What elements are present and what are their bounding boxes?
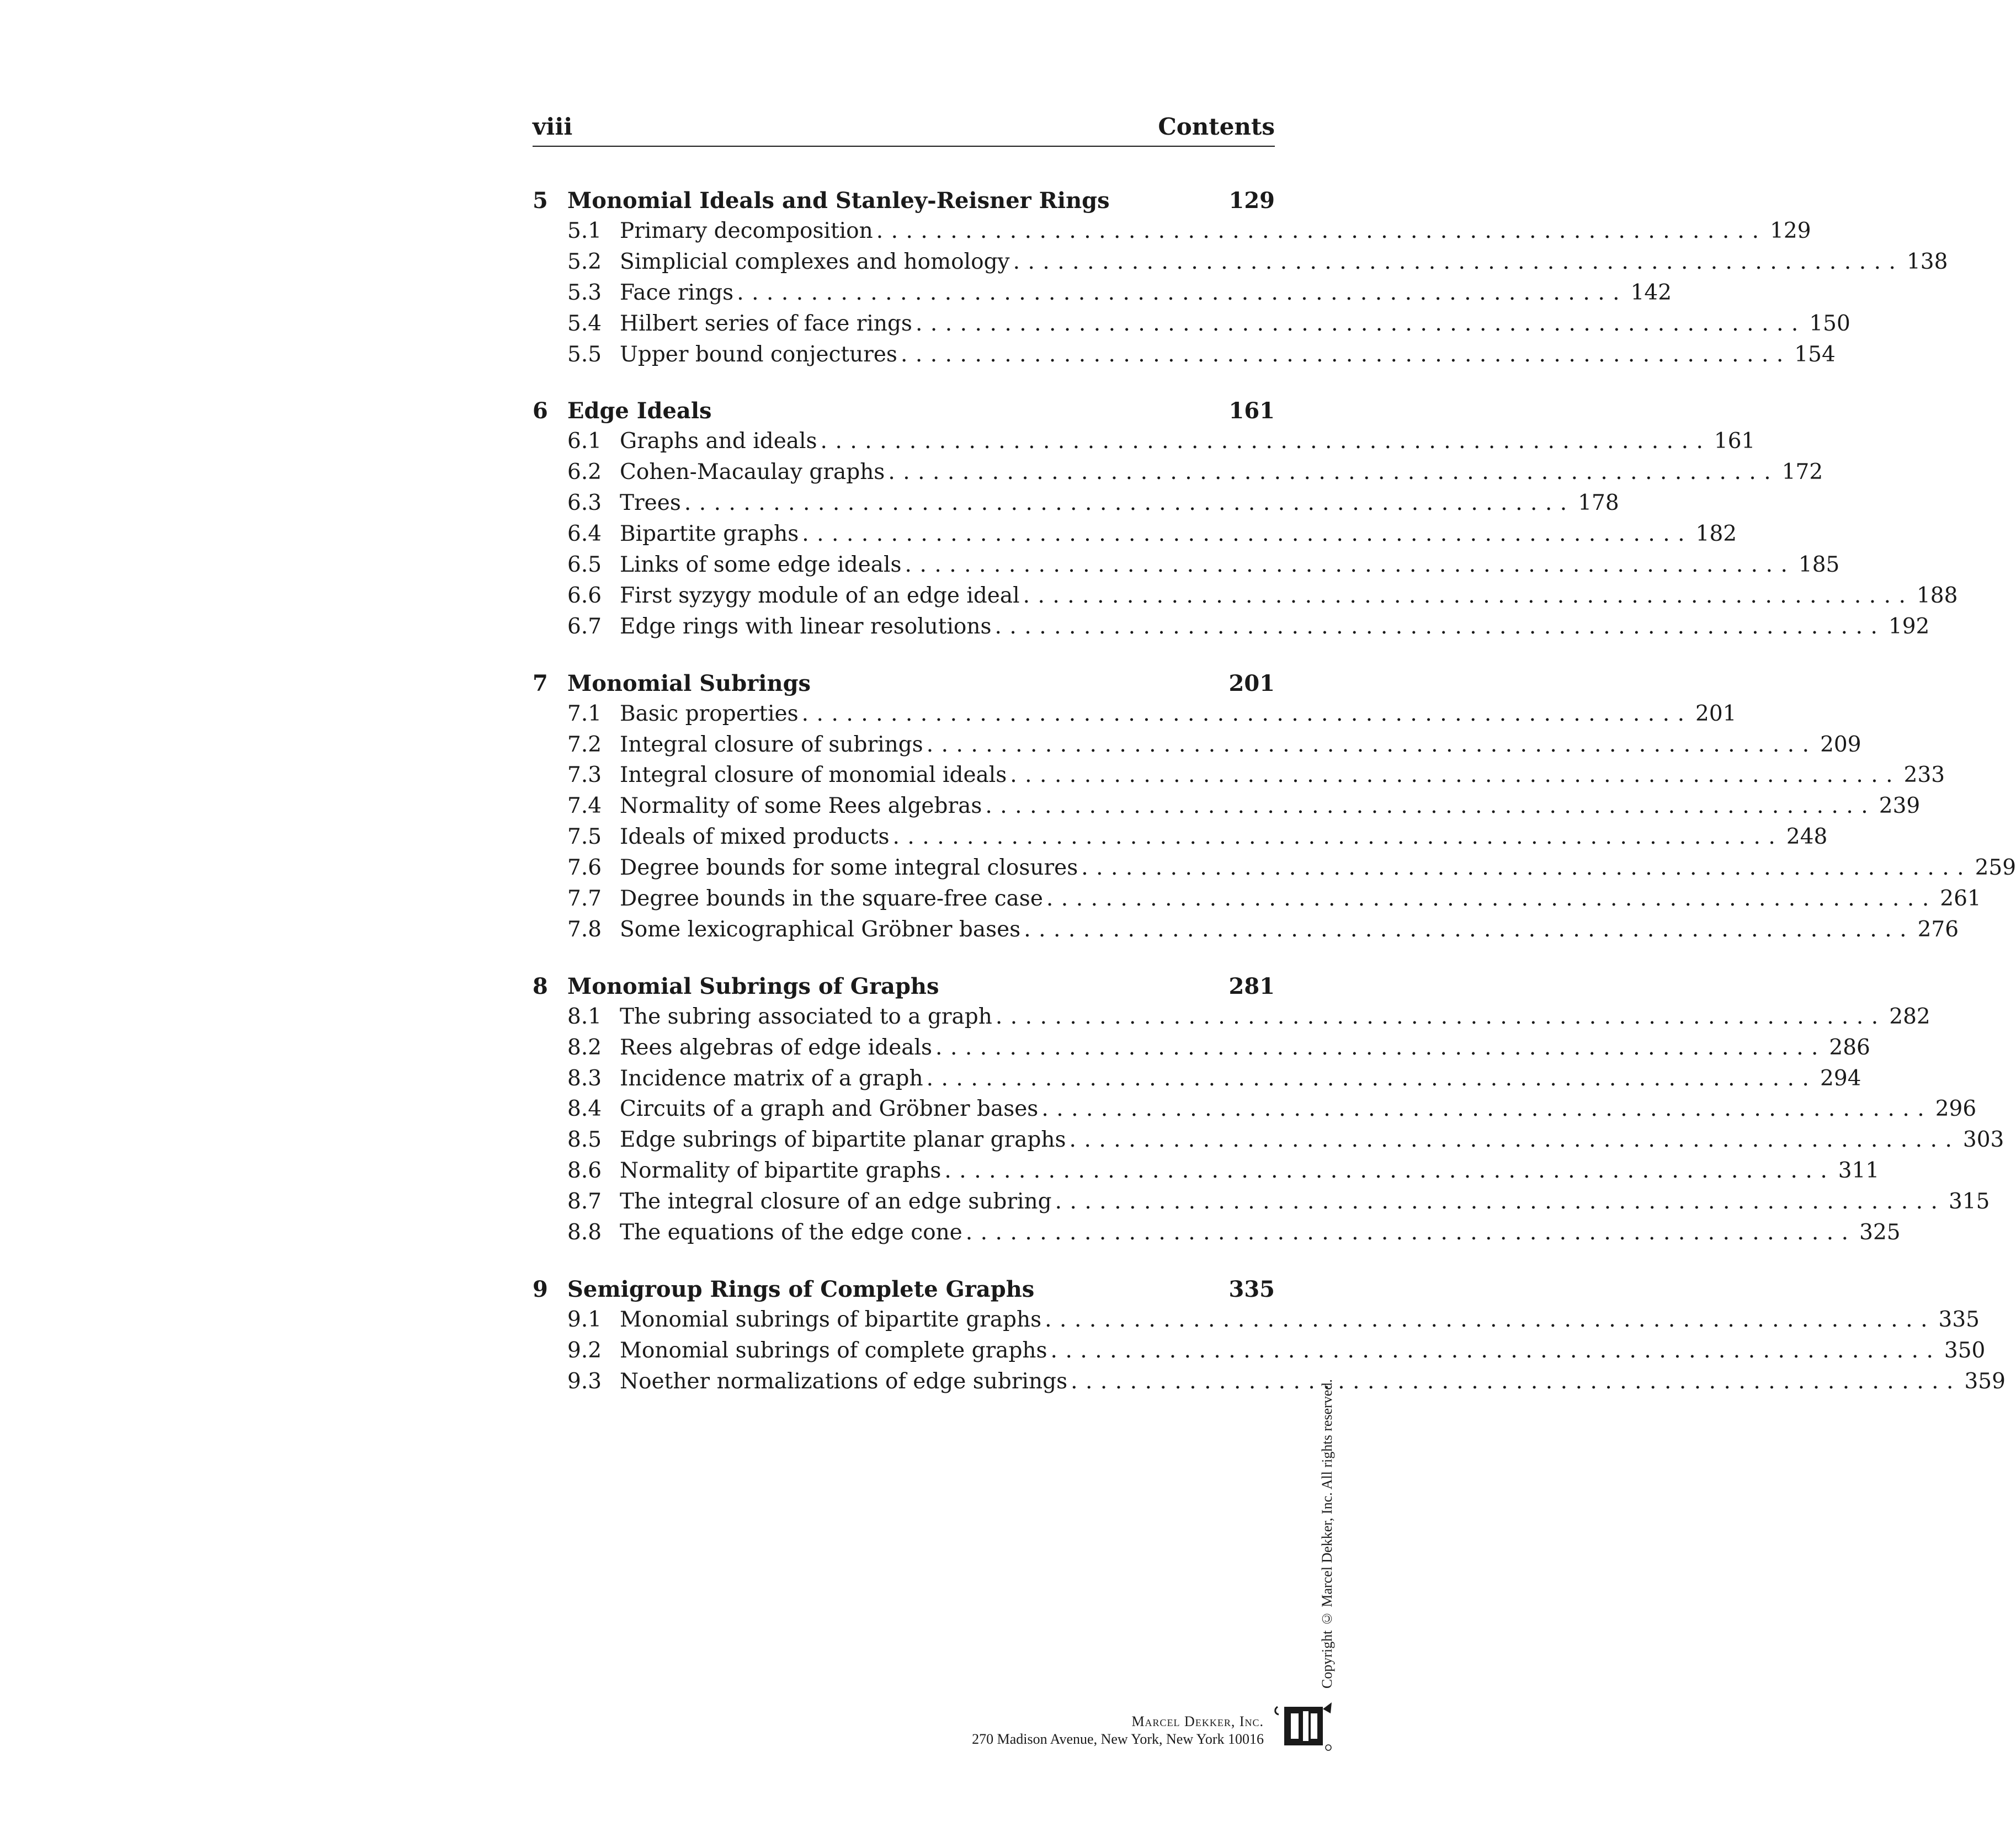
dot-leader: ............................................................ [905,552,1796,578]
section-number: 5.3 [567,280,602,305]
section-title: The integral closure of an edge subring [620,1189,1052,1215]
section-entry[interactable] [533,460,1823,491]
section-entry[interactable] [533,1189,1990,1220]
section-number: 6.1 [567,429,602,454]
section-number: 6.3 [567,491,602,516]
dot-leader: ............................................................ [965,1220,1857,1245]
section-page: 188 [1916,583,1958,608]
section-page: 239 [1879,794,1921,819]
section-title: First syzygy module of an edge ideal [620,583,1020,608]
dot-leader: ............................................................ [985,794,1876,819]
section-title: Edge rings with linear resolutions [620,614,992,639]
section-entry[interactable] [533,1369,2006,1400]
section-page: 161 [1714,429,1756,454]
section-title: Circuits of a graph and Gröbner bases [620,1096,1039,1122]
chapter-page: 335 [1228,1276,1275,1302]
dot-leader: ............................................................ [1050,1338,1941,1363]
section-page: 311 [1838,1158,1880,1184]
section-title: Integral closure of monomial ideals [620,763,1007,788]
dot-leader: ............................................................ [1023,583,1914,608]
dot-leader: ............................................................ [1045,1307,1935,1332]
section-title: Basic properties [620,701,799,726]
section-entry[interactable] [533,614,1930,645]
section-number: 6.7 [567,614,602,639]
chapter-number: 7 [533,670,548,696]
chapter-heading[interactable] [533,188,1275,219]
section-entry[interactable] [533,249,1948,280]
dot-leader: ............................................................ [1013,249,1904,274]
section-number: 6.5 [567,552,602,578]
dot-leader: ............................................................ [801,701,1693,726]
section-title: Degree bounds in the square-free case [620,886,1043,912]
chapter-page: 161 [1228,398,1275,424]
section-title: Hilbert series of face rings [620,311,912,336]
section-page: 248 [1786,824,1828,850]
section-entry[interactable] [533,1004,1930,1035]
section-entry[interactable] [533,1158,1880,1189]
dot-leader: ............................................................ [1081,855,1972,881]
section-page: 129 [1770,219,1811,243]
section-number: 6.6 [567,583,602,608]
dot-leader: ............................................................ [944,1158,1836,1184]
section-entry[interactable] [533,311,1850,342]
section-title: Integral closure of subrings [620,732,923,757]
section-title: Cohen-Macaulay graphs [620,460,885,485]
chapter-block [533,670,2016,948]
dot-leader: ............................................................ [926,1066,1817,1091]
chapter-block [533,1276,2006,1400]
publisher-address: 270 Madison Avenue, New York, New York 10016 [972,1731,1264,1747]
section-entry[interactable] [533,552,1840,583]
section-title: Normality of some Rees algebras [620,794,982,819]
section-title: Links of some edge ideals [620,552,902,578]
section-page: 286 [1829,1035,1870,1060]
chapter-title: Semigroup Rings of Complete Graphs [567,1276,1035,1302]
section-entry[interactable] [533,824,1828,855]
section-entry[interactable] [533,429,1756,460]
section-title: Monomial subrings of complete graphs [620,1338,1047,1363]
section-title: Some lexicographical Gröbner bases [620,917,1021,942]
section-number: 5.5 [567,342,602,367]
section-page: 359 [1964,1369,2006,1394]
section-title: Trees [620,491,681,516]
publisher-name: Marcel Dekker, Inc. [1131,1713,1264,1729]
section-entry[interactable] [533,342,1836,373]
section-page: 138 [1906,249,1948,274]
chapter-heading[interactable] [533,670,1275,701]
section-number: 7.7 [567,886,602,912]
dot-leader: ............................................................ [1069,1127,1960,1153]
section-page: 150 [1809,311,1850,336]
section-page: 192 [1888,614,1930,639]
chapter-title: Monomial Subrings [567,670,811,696]
chapter-number: 6 [533,398,548,424]
section-title: Degree bounds for some integral closures [620,855,1078,881]
section-number: 8.2 [567,1035,602,1060]
section-page: 178 [1578,491,1619,516]
section-number: 8.3 [567,1066,602,1091]
publisher-logo-icon [1272,1697,1336,1752]
section-entry[interactable] [533,1035,1870,1066]
chapter-number: 5 [533,188,548,214]
section-page: 185 [1798,552,1840,578]
chapter-heading[interactable] [533,1276,1275,1307]
chapter-title: Monomial Subrings of Graphs [567,973,939,999]
section-page: 303 [1962,1127,2004,1153]
section-entry[interactable] [533,794,1921,824]
chapter-title: Edge Ideals [567,398,712,424]
section-number: 8.4 [567,1096,602,1122]
chapter-heading[interactable] [533,973,1275,1004]
dot-leader: ............................................................ [926,732,1817,757]
section-page: 261 [1940,886,1981,912]
section-title: Ideals of mixed products [620,824,890,850]
chapter-title: Monomial Ideals and Stanley-Reisner Rings [567,188,1110,214]
section-title: The equations of the edge cone [620,1220,962,1245]
section-title: Noether normalizations of edge subrings [620,1369,1068,1394]
section-page: 172 [1781,460,1823,485]
dot-leader: ............................................................ [892,824,1784,850]
section-page: 335 [1938,1307,1980,1332]
section-entry[interactable] [533,491,1619,521]
section-number: 8.5 [567,1127,602,1153]
section-title: Monomial subrings of bipartite graphs [620,1307,1042,1332]
chapter-page: 201 [1228,670,1275,696]
chapter-number: 8 [533,973,548,999]
chapter-heading[interactable] [533,398,1275,429]
dot-leader: ............................................................ [1046,886,1937,912]
section-page: 325 [1859,1220,1901,1245]
section-page: 259 [1975,855,2016,881]
section-entry[interactable] [533,280,1672,311]
dot-leader: ............................................................ [888,460,1779,485]
dot-leader: ............................................................ [994,614,1886,639]
section-entry[interactable] [533,521,1737,552]
section-number: 8.7 [567,1189,602,1215]
section-page: 296 [1935,1096,1977,1122]
section-entry[interactable] [533,1066,1861,1097]
section-entry[interactable] [533,1127,2004,1158]
dot-leader: ............................................................ [900,342,1791,367]
dot-leader: ............................................................ [1071,1369,1961,1394]
section-title: Simplicial complexes and homology [620,249,1010,274]
section-number: 8.1 [567,1004,602,1029]
section-entry[interactable] [533,1096,1977,1127]
section-entry[interactable] [533,732,1861,763]
header-rule [533,146,1275,147]
section-entry[interactable] [533,219,1811,249]
section-page: 350 [1944,1338,1986,1363]
section-page: 201 [1695,701,1737,726]
dot-leader: ............................................................ [1041,1096,1933,1122]
dot-leader: ............................................................ [915,311,1806,336]
section-title: Graphs and ideals [620,429,817,454]
section-title: Rees algebras of edge ideals [620,1035,933,1060]
dot-leader: ............................................................ [995,1004,1886,1029]
section-page: 282 [1889,1004,1930,1029]
section-page: 294 [1820,1066,1861,1091]
section-page: 182 [1695,521,1737,547]
section-entry[interactable] [533,1307,1980,1338]
section-number: 9.1 [567,1307,602,1332]
dot-leader: ............................................................ [935,1035,1826,1060]
chapter-number: 9 [533,1276,548,1302]
section-number: 9.2 [567,1338,602,1363]
section-entry[interactable] [533,855,2016,886]
section-page: 154 [1794,342,1836,367]
section-title: Primary decomposition [620,219,873,243]
section-number: 7.6 [567,855,602,881]
dot-leader: ............................................................ [876,219,1767,243]
section-page: 233 [1903,763,1945,788]
section-number: 5.4 [567,311,602,336]
section-number: 7.8 [567,917,602,942]
section-number: 6.4 [567,521,602,547]
section-title: Edge subrings of bipartite planar graphs [620,1127,1066,1153]
section-title: The subring associated to a graph [620,1004,992,1029]
dot-leader: ............................................................ [802,521,1693,547]
section-page: 209 [1820,732,1861,757]
section-title: Face rings [620,280,734,305]
chapter-page: 129 [1228,188,1275,214]
section-title: Upper bound conjectures [620,342,897,367]
dot-leader: ............................................................ [737,280,1628,305]
section-number: 7.2 [567,732,602,757]
dot-leader: ............................................................ [1024,917,1915,942]
section-entry[interactable] [533,886,1981,917]
section-number: 9.3 [567,1369,602,1394]
section-page: 276 [1917,917,1959,942]
dot-leader: ............................................................ [820,429,1711,454]
chapter-block [533,188,1948,372]
dot-leader: ............................................................ [1055,1189,1946,1215]
section-entry[interactable] [533,583,1958,614]
chapter-page: 281 [1228,973,1275,999]
section-entry[interactable] [533,701,1737,732]
section-number: 7.3 [567,763,602,788]
section-entry[interactable] [533,1338,1986,1369]
section-page: 315 [1948,1189,1990,1215]
page-number: viii [533,113,573,140]
section-entry[interactable] [533,763,1945,794]
chapter-block [533,973,2004,1251]
section-page: 142 [1630,280,1672,305]
section-number: 6.2 [567,460,602,485]
section-number: 7.5 [567,824,602,850]
publisher-imprint [905,1713,1264,1748]
section-number: 8.8 [567,1220,602,1245]
section-number: 5.1 [567,219,602,243]
section-number: 7.4 [567,794,602,819]
section-number: 5.2 [567,249,602,274]
dot-leader: ............................................................ [684,491,1575,516]
dot-leader: ............................................................ [1010,763,1901,788]
section-entry[interactable] [533,917,1959,948]
copyright-notice: Copyright © Marcel Dekker, Inc. All rights reserved. [1319,1379,1335,1689]
section-title: Normality of bipartite graphs [620,1158,941,1184]
section-title: Incidence matrix of a graph [620,1066,923,1091]
chapter-block [533,398,1958,645]
running-title: Contents [1158,113,1275,140]
section-number: 8.6 [567,1158,602,1184]
table-of-contents [533,188,2016,1425]
section-number: 7.1 [567,701,602,726]
section-title: Bipartite graphs [620,521,799,547]
section-entry[interactable] [533,1220,1901,1251]
running-header [533,113,1275,140]
